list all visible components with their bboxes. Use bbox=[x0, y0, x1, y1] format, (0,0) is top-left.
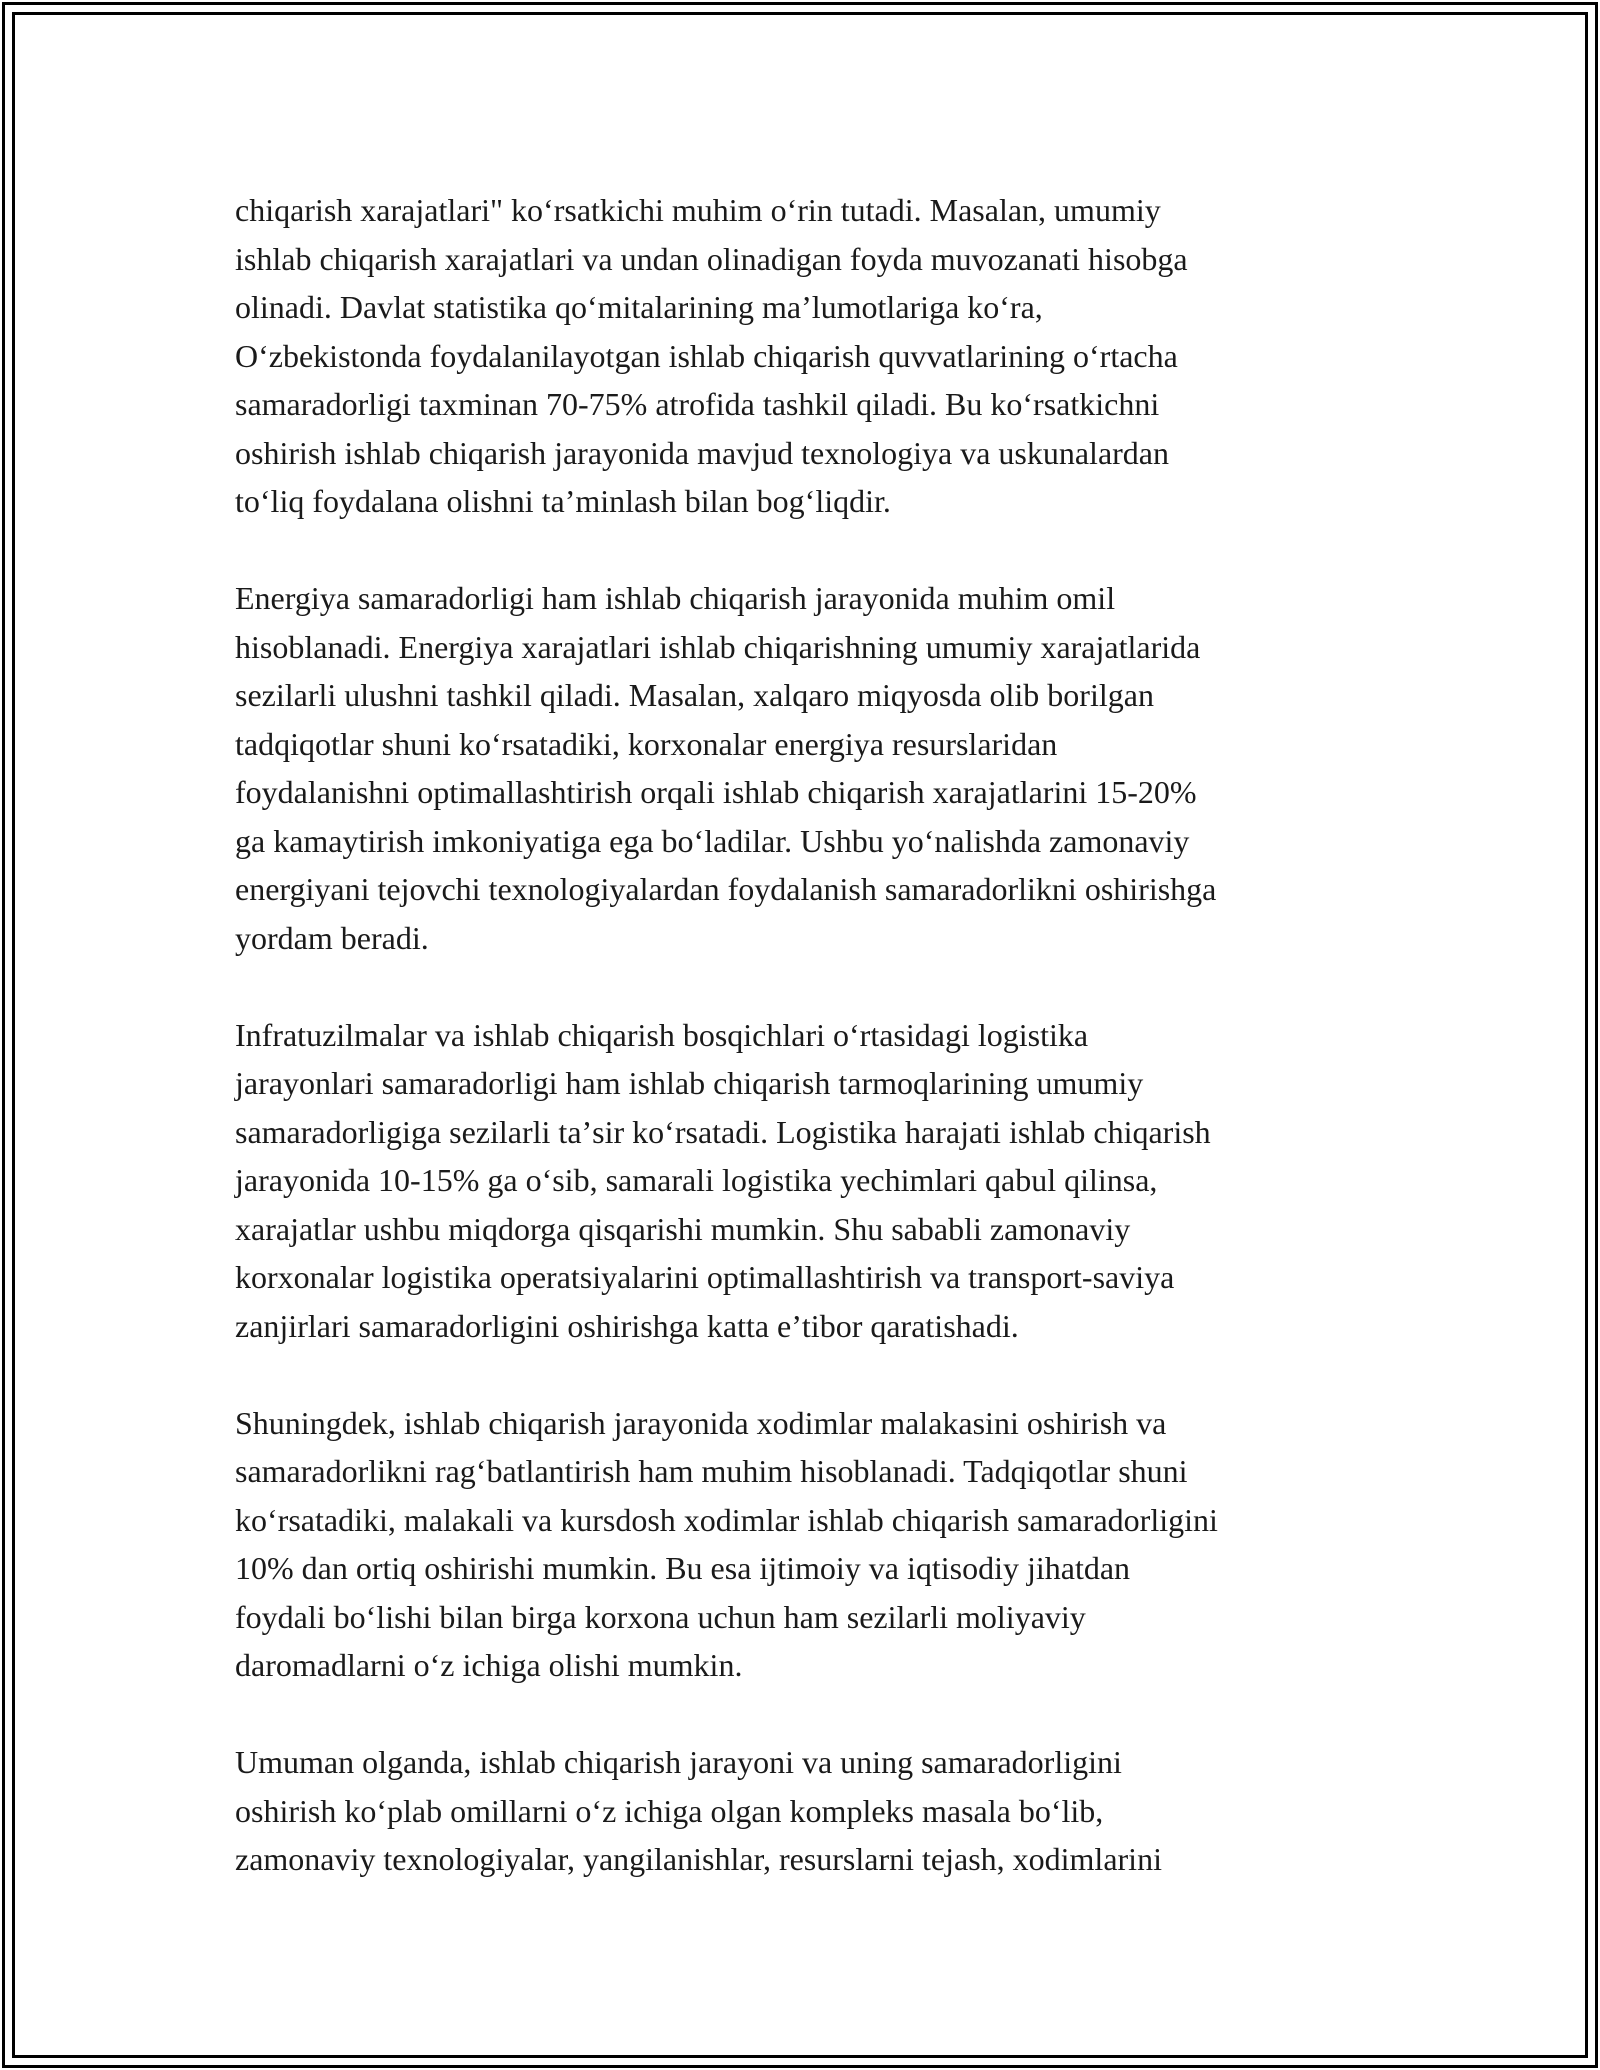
paragraph-conclusion: Umuman olganda, ishlab chiqarish jarayoni va uning samaradorligini oshirish koʻplab omillarni oʻz ichiga olgan kompleks masala boʻlib, zamonaviy texnologiyalar, yangilanishlar, resurslarni tejash, xodimlarini bbox=[235, 1744, 1162, 1877]
paragraph-production-costs: chiqarish xarajatlari" koʻrsatkichi muhim oʻrin tutadi. Masalan, umumiy ishlab chiqarish xarajatlari va undan olinadigan foyda muvozanati hisobga olinadi. Davlat statistika qoʻmitalarining maʼlumotlariga koʻra, Oʻzbekistonda foydalanilayotgan ishlab chiqarish quvvatlarining oʻrtacha samaradorligi taxminan 70-75% atrofida tashkil qiladi. Bu koʻrsatkichni oshirish ishlab chiqarish jarayonida mavjud texnologiya va uskunalardan toʻliq foydalana olishni taʼminlash bilan bogʻliqdir. bbox=[235, 192, 1188, 519]
paragraph-energy-efficiency: Energiya samaradorligi ham ishlab chiqarish jarayonida muhim omil hisoblanadi. Energiya xarajatlari ishlab chiqarishning umumiy xarajatlarida sezilarli ulushni tashkil qiladi. Masalan, xalqaro miqyosda olib borilgan tadqiqotlar shuni koʻrsatadiki, korxonalar energiya resurslaridan foydalanishni optimallashtirish orqali ishlab chiqarish xarajatlarini 15-20% ga kamaytirish imkoniyatiga ega boʻladilar. Ushbu yoʻnalishda zamonaviy energiyani tejovchi texnologiyalardan foydalanish samaradorlikni oshirishga yordam beradi. bbox=[235, 580, 1217, 956]
paragraph-staff-qualification: Shuningdek, ishlab chiqarish jarayonida xodimlar malakasini oshirish va samaradorlikni ragʻbatlantirish ham muhim hisoblanadi. Tadqiqotlar shuni koʻrsatadiki, malakali va kursdosh xodimlar ishlab chiqarish samaradorligini 10% dan ortiq oshirishi mumkin. Bu esa ijtimoiy va iqtisodiy jihatdan foydali boʻlishi bilan birga korxona uchun ham sezilarli moliyaviy daromadlarni oʻz ichiga olishi mumkin. bbox=[235, 1404, 1218, 1683]
document-body bbox=[235, 186, 1385, 1884]
paragraph-logistics: Infratuzilmalar va ishlab chiqarish bosqichlari oʻrtasidagi logistika jarayonlari samaradorligi ham ishlab chiqarish tarmoqlarining umumiy samaradorligiga sezilarli taʼsir koʻrsatadi. Logistika harajati ishlab chiqarish jarayonida 10-15% ga oʻsib, samarali logistika yechimlari qabul qilinsa, xarajatlar ushbu miqdorga qisqarishi mumkin. Shu sababli zamonaviy korxonalar logistika operatsiyalarini optimallashtirish va transport-saviya zanjirlari samaradorligini oshirishga katta eʼtibor qaratishadi. bbox=[235, 1016, 1211, 1344]
